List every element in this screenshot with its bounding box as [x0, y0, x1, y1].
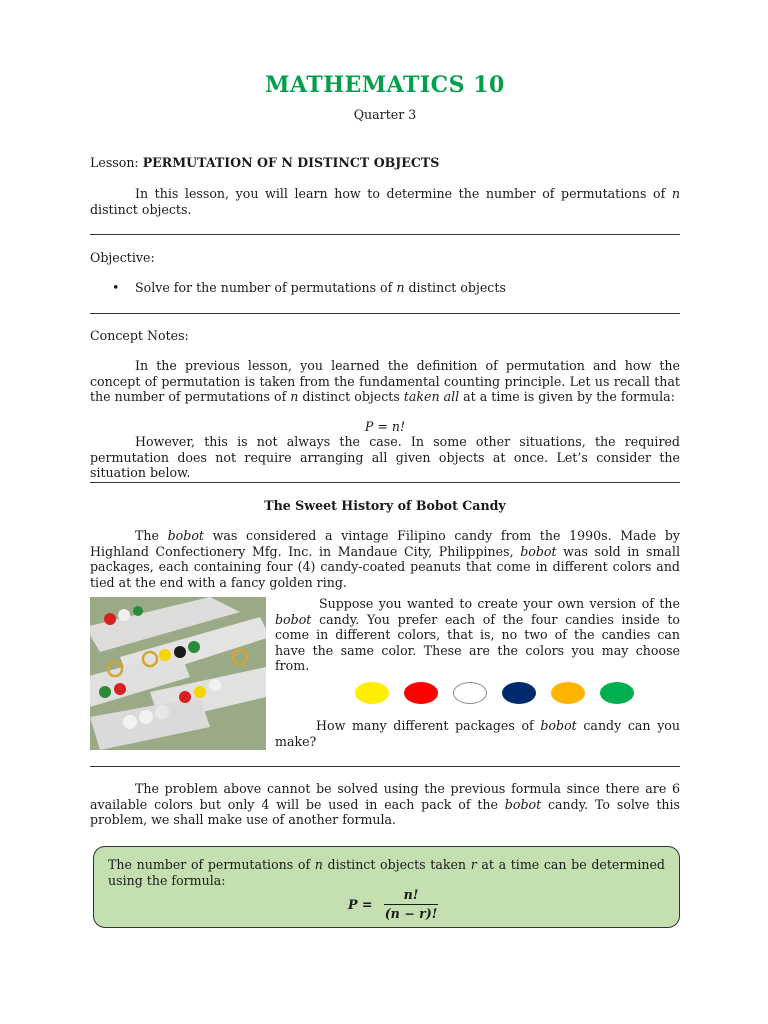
fraction-bar — [384, 904, 438, 905]
concept-text: In the previous lesson, you learned the definition of permutation and how the concept of permutation is taken from the fundamental counting principle. Let us recall that the number of permutations of — [90, 358, 680, 404]
box-text: distinct objects taken — [322, 857, 471, 872]
formula-box-text — [108, 857, 665, 888]
lesson-line — [90, 155, 439, 171]
concept-var-n: n — [290, 389, 299, 404]
intro-text-end: distinct objects. — [90, 201, 192, 217]
concept-heading: Concept Notes: — [90, 328, 189, 343]
objective-bullet — [112, 280, 506, 296]
concept-taken-all: taken all — [403, 389, 460, 404]
bullet-icon: • — [112, 280, 120, 295]
bobot-term: bobot — [275, 611, 312, 627]
yellow-circle — [355, 682, 389, 704]
box-text: at a time can be determined using the formula: — [108, 857, 665, 888]
formula-numerator: n! — [403, 887, 419, 902]
formula-box — [93, 846, 680, 928]
bobot-term: bobot — [504, 796, 542, 812]
divider — [90, 313, 680, 314]
lesson-prefix: Lesson: — [90, 155, 143, 170]
bullet-var-n: n — [396, 280, 405, 295]
concept-paragraph-2 — [90, 434, 680, 481]
intro-text: In this lesson, you will learn how to determine the number of permutations of — [135, 186, 672, 201]
intro-paragraph — [90, 186, 680, 217]
question-text: candy can you make? — [275, 718, 681, 749]
bullet-text: Solve for the number of permutations of — [135, 280, 397, 295]
divider — [90, 234, 680, 235]
side-text: candy. You prefer each of the four candies inside to come in different colors, that is, no two of the candies can have the same color. These are the colors you may choose from. — [275, 611, 680, 673]
story-title: The Sweet History of Bobot Candy — [264, 498, 506, 513]
concept-text: distinct objects — [298, 389, 404, 404]
candy-question — [275, 718, 680, 749]
candy-illustration — [90, 597, 266, 750]
box-var-r: r — [470, 857, 477, 872]
white-circle — [453, 682, 487, 704]
divider — [90, 766, 680, 767]
bobot-term: bobot — [540, 718, 577, 733]
objective-heading: Objective: — [90, 250, 155, 265]
problem-text: The problem above cannot be solved using the previous formula since there are 6 available colors but only 4 will be used in each pack of the — [90, 781, 680, 812]
story-paragraph — [90, 528, 680, 590]
question-text: How many different packages of — [316, 718, 541, 733]
bobot-term: bobot — [520, 543, 557, 559]
red-circle — [404, 682, 438, 704]
problem-paragraph — [90, 781, 680, 828]
side-paragraph — [275, 596, 680, 674]
problem-text: candy. To solve this problem, we shall make use of another formula. — [90, 796, 680, 827]
formula-lhs: P = — [348, 897, 373, 912]
formula-denominator: (n − r)! — [384, 906, 438, 921]
lesson-name: PERMUTATION OF N DISTINCT OBJECTS — [142, 155, 440, 170]
box-text: The number of permutations of — [108, 857, 315, 872]
navy-circle — [502, 682, 536, 704]
story-text: was considered a vintage Filipino candy from the 1990s. Made by Highland Confectionery Mfg. Inc. in Mandaue City, Philippines, — [90, 528, 681, 559]
intro-var-n: n — [671, 186, 680, 201]
box-var-n: n — [314, 857, 323, 872]
side-text: Suppose you wanted to create your own version of the — [319, 596, 680, 611]
concept-text: However, this is not always the case. In some other situations, the required permutation does not require arranging all given objects at once. Let’s consider the situation below. — [90, 434, 680, 480]
bobot-term: bobot — [167, 528, 204, 543]
page-title: MATHEMATICS 10 — [265, 72, 505, 98]
divider — [90, 482, 680, 483]
concept-text: at a time is given by the formula: — [459, 389, 675, 404]
story-text: was sold in small packages, each containing four (4) candy-coated peanuts that come in different colors and tied at the end with a fancy golden ring. — [90, 543, 680, 590]
concept-paragraph-1 — [90, 358, 680, 405]
formula-p-equals-n-factorial: P = n! — [364, 419, 406, 434]
bullet-text-end: distinct objects — [404, 280, 506, 295]
story-text: The — [135, 528, 168, 543]
green-circle — [600, 682, 634, 704]
orange-circle — [551, 682, 585, 704]
bobot-candy-photo — [90, 597, 266, 750]
quarter-label: Quarter 3 — [353, 107, 417, 122]
